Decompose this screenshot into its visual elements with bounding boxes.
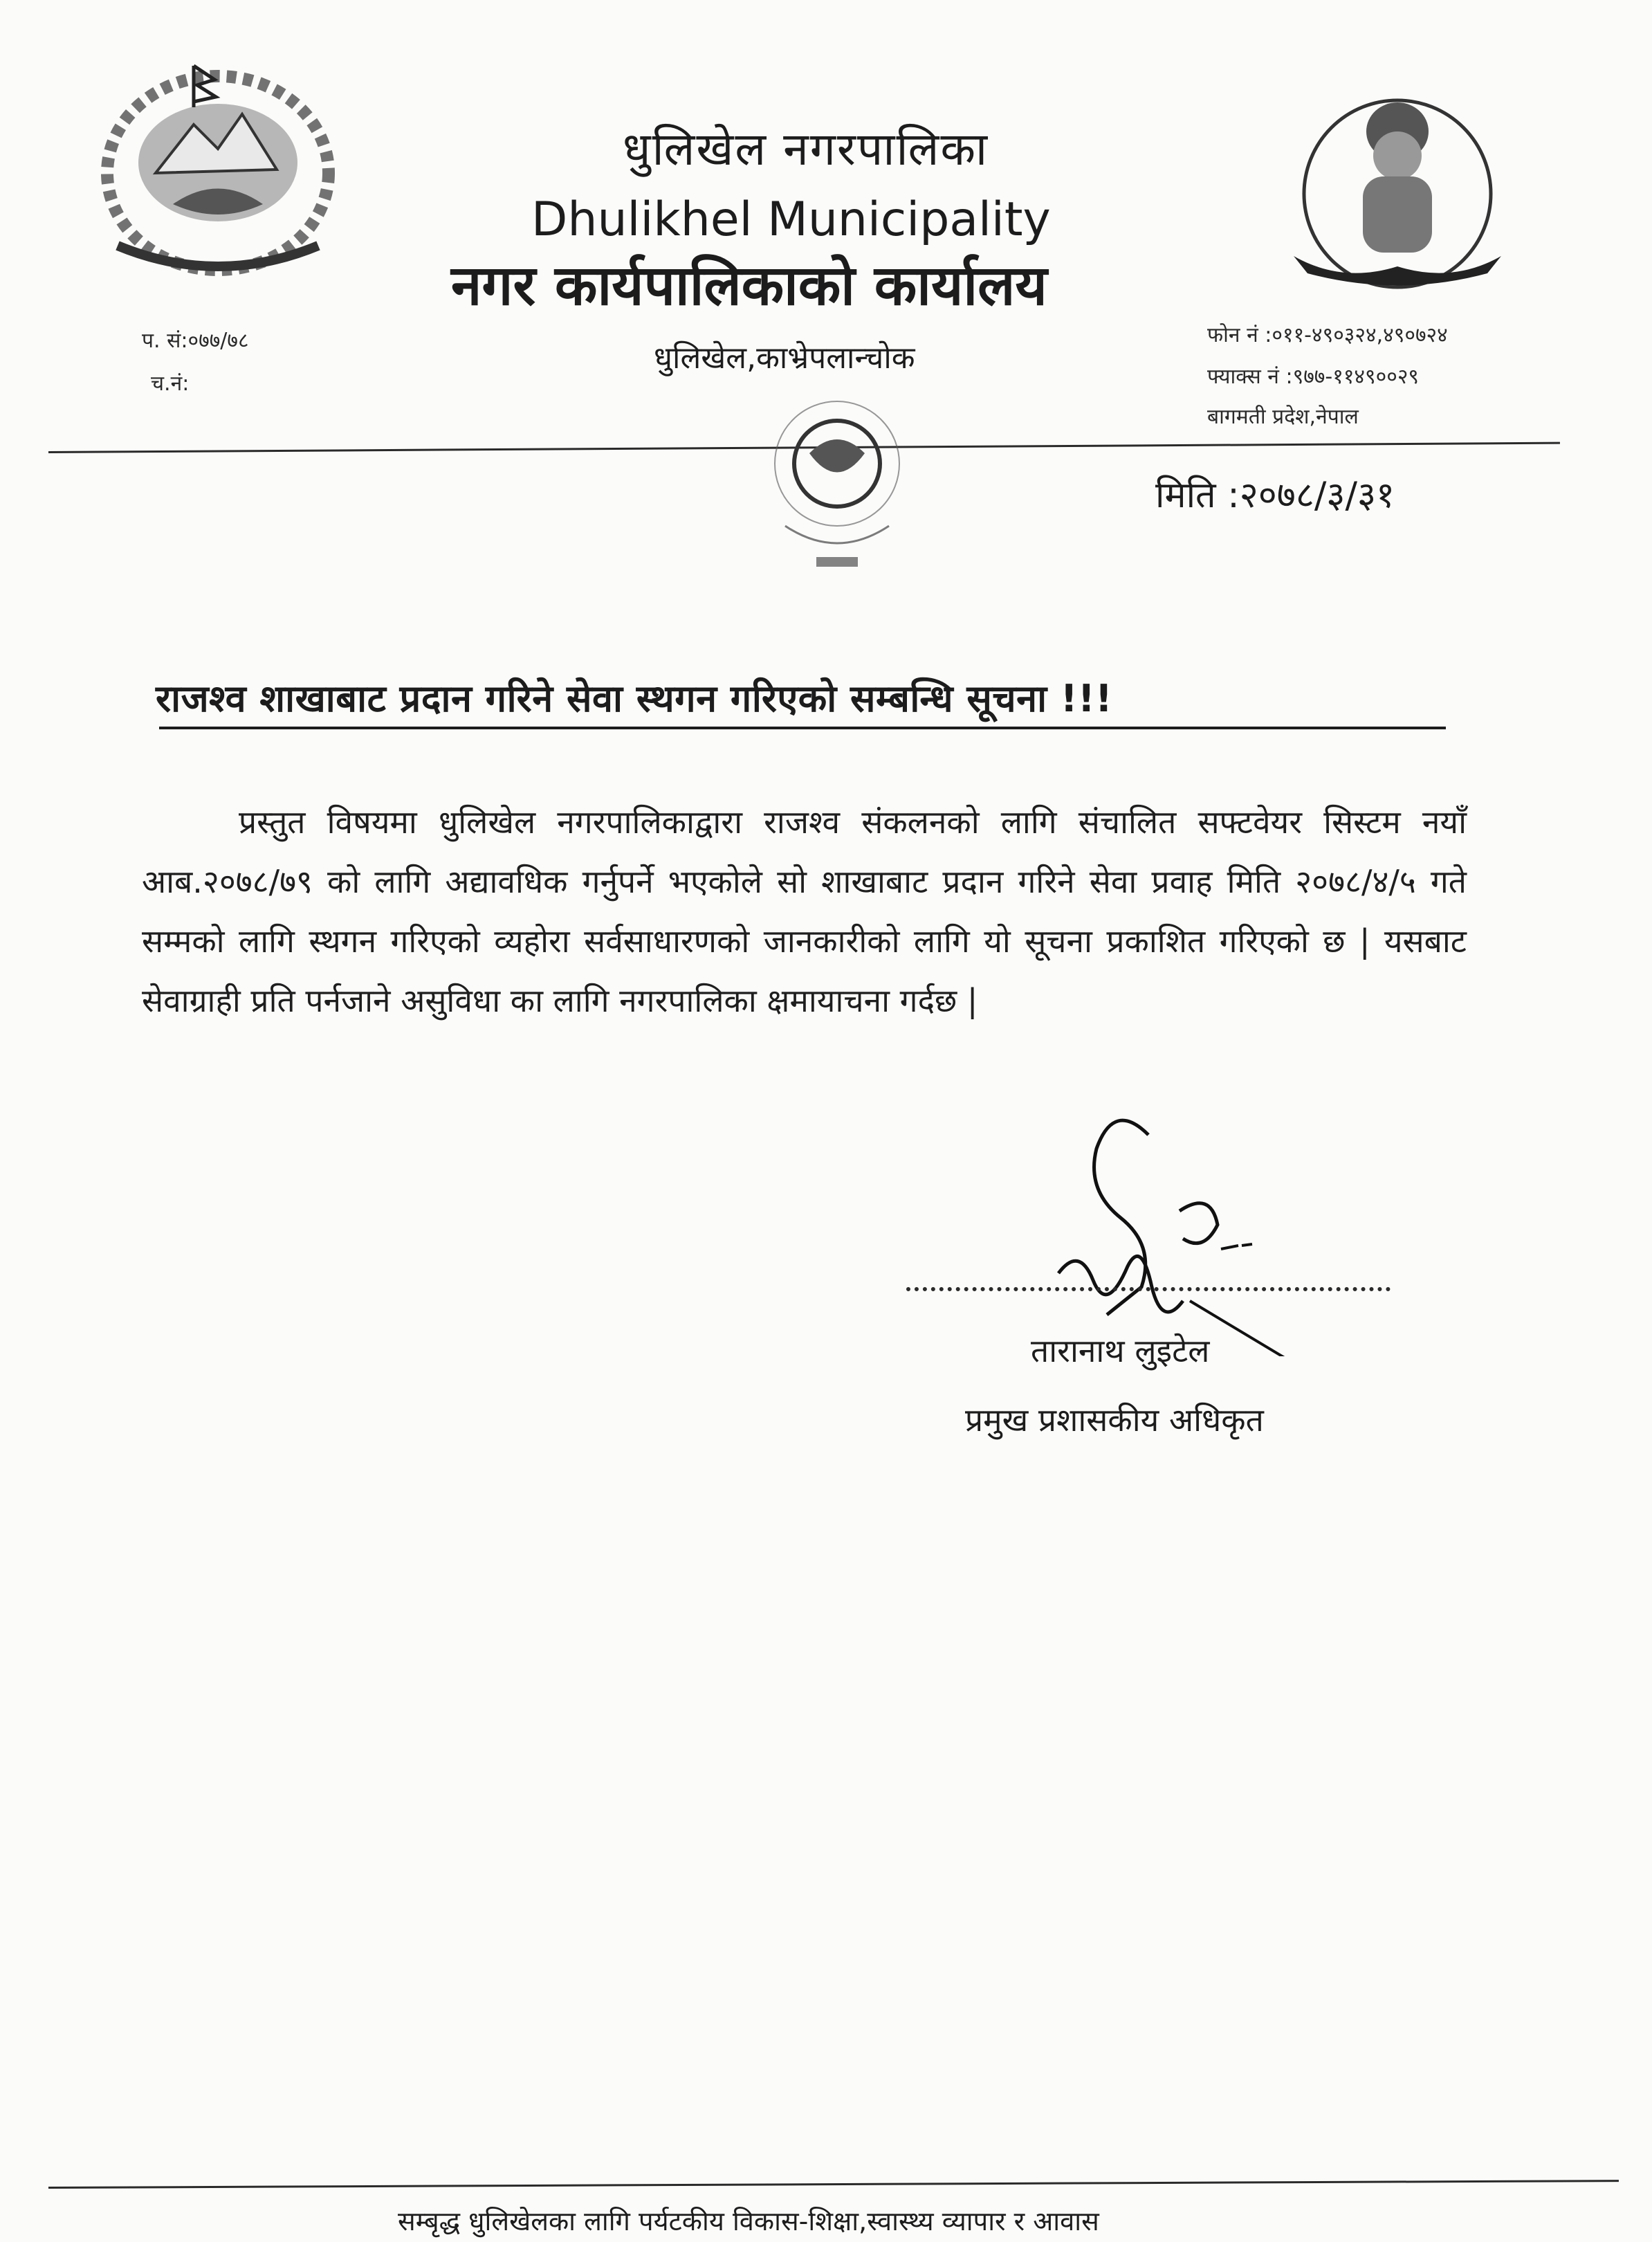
handwritten-signature — [1031, 1107, 1328, 1356]
nepal-government-emblem — [90, 59, 346, 280]
office-address: धुलिखेल,काभ्रेपलान्चोक — [654, 340, 915, 376]
notice-subject: राजश्व शाखाबाट प्रदान गरिने सेवा स्थगन गरिएको सम्बन्धि सूचना !!! — [156, 677, 1113, 720]
footer-slogan: सम्बृद्ध धुलिखेलका लागि पर्यटकीय विकास-शिक्षा,स्वास्थ्य व्यापार र आवास — [398, 2206, 1099, 2236]
footer-divider — [48, 2180, 1619, 2189]
notice-body: प्रस्तुत विषयमा धुलिखेल नगरपालिकाद्वारा राजश्व संकलनको लागि संचालित सफ्टवेयर सिस्टम नयाँ आब.२०७८/७९ को लागि अद्यावधिक गर्नुपर्ने भएकोले सो शाखाबाट प्रदान गरिने सेवा प्रवाह मिति २०७८/४/५ गते सम्मको लागि स्थगन गरिएको व्यहोरा सर्वसाधारणको जानकारीको लागि यो सूचना प्रकाशित गरिएको छ | यसबाट सेवाग्राही प्रति पर्नजाने असुविधा का लागि नगरपालिका क्षमायाचना गर्दछ | — [142, 803, 1467, 1019]
signature-line — [906, 1287, 1391, 1291]
dispatch-number: च.नं: — [151, 372, 190, 396]
signatory-name: तारानाथ लुइटेल — [1031, 1332, 1210, 1369]
subject-underline — [159, 727, 1446, 729]
fax-number: फ्याक्स नं :९७७-११४९००२९ — [1207, 365, 1420, 389]
municipality-name-nepali: धुलिखेल नगरपालिका — [623, 122, 989, 176]
letter-date: मिति :२०७८/३/३१ — [1155, 475, 1395, 516]
phone-number: फोन नं :०११-४९०३२४,४९०७२४ — [1207, 323, 1448, 347]
office-name: नगर कार्यपालिकाको कार्यालय — [451, 253, 1047, 318]
reference-number: प. सं:०७७/७८ — [142, 329, 249, 353]
deity-logo — [1280, 90, 1515, 298]
signatory-designation: प्रमुख प्रशासकीय अधिकृत — [965, 1401, 1264, 1439]
province: बागमती प्रदेश,नेपाल — [1207, 405, 1359, 429]
municipality-name-english: Dhulikhel Municipality — [531, 192, 1051, 247]
official-stamp — [744, 388, 930, 581]
